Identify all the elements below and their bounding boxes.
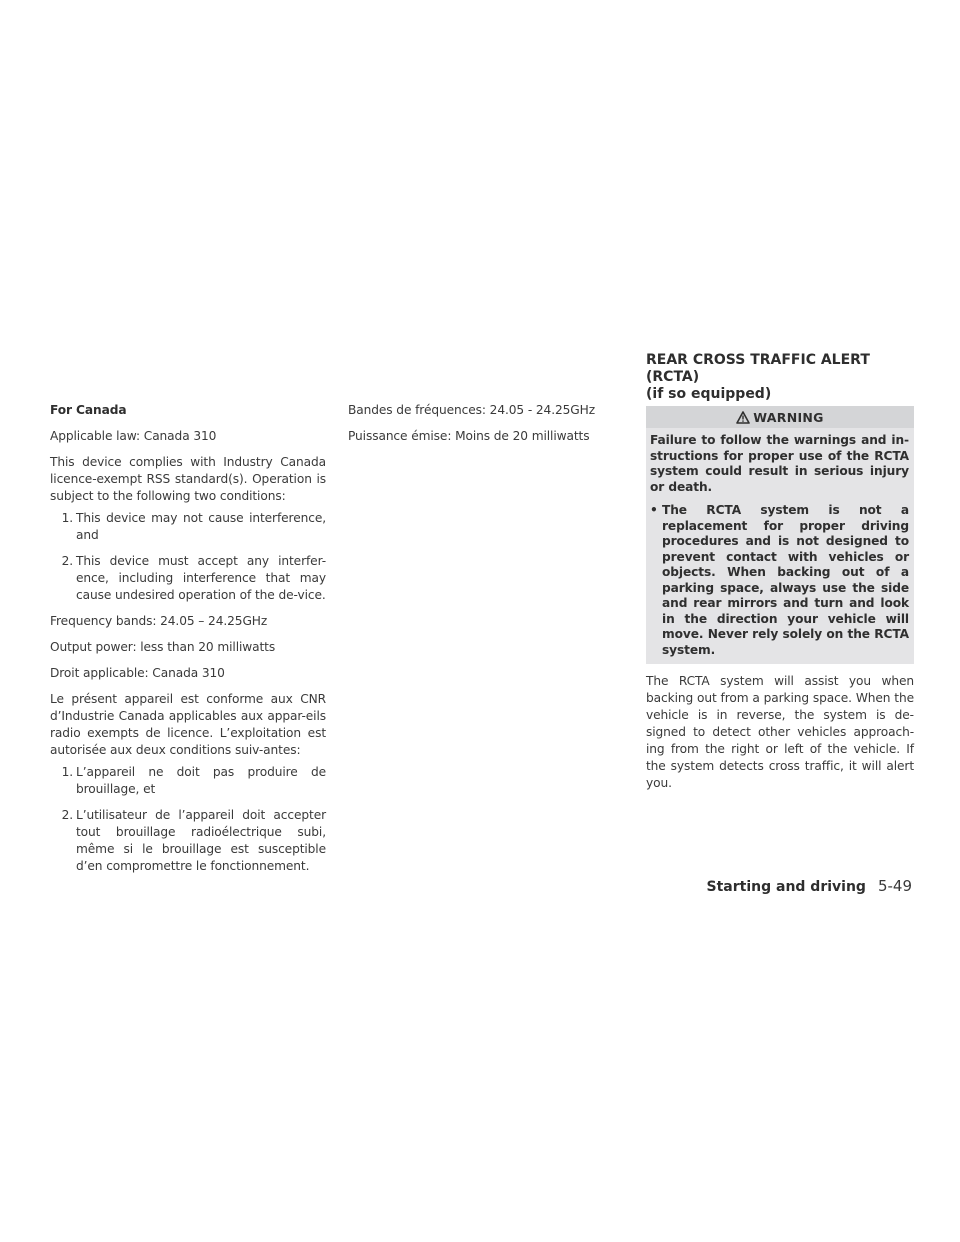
canada-heading: For Canada	[50, 403, 127, 417]
list-item	[50, 764, 326, 798]
conditions-list-french	[50, 764, 326, 875]
list-item	[50, 807, 326, 875]
warning-box	[646, 406, 914, 664]
warning-triangle-icon	[736, 411, 750, 424]
section-title-line2: (if so equipped)	[646, 386, 772, 402]
warning-label: WARNING	[753, 409, 824, 425]
list-text: L’utilisateur de l’appareil doit accepter tout brouillage radioélectrique subi, même si le brouillage est susceptible d’en compromettre le fonctionnement.	[76, 808, 326, 873]
list-number: 2.	[61, 554, 73, 568]
output-power-text: Output power: less than 20 milliwatts	[50, 640, 276, 654]
list-number: 2.	[61, 808, 73, 822]
list-number: 1.	[61, 511, 73, 525]
list-text: This device may not cause interference, and	[76, 511, 326, 542]
right-column	[646, 406, 914, 801]
compliance-text: This device complies with Industry Canada licence-exempt RSS standard(s). Operation is subject to the following two conditions:	[50, 455, 326, 503]
warning-text: Failure to follow the warnings and in-structions for proper use of the RCTA system could result in serious injury or death.	[650, 433, 909, 494]
warning-bullet	[650, 503, 909, 658]
conditions-list-english	[50, 510, 326, 604]
french-compliance-text: Le présent appareil est conforme aux CNR d’Industrie Canada applicables aux appar-eils radio exempts de licence. L’exploitation est autorisée aux deux conditions suiv-antes:	[50, 692, 326, 757]
middle-column	[348, 402, 624, 454]
frequency-bands-text: Frequency bands: 24.05 – 24.25GHz	[50, 614, 268, 628]
droit-applicable-text: Droit applicable: Canada 310	[50, 666, 225, 680]
applicable-law-text: Applicable law: Canada 310	[50, 429, 217, 443]
warning-body	[646, 428, 914, 664]
footer-section-name: Starting and driving	[706, 879, 866, 895]
list-item	[50, 553, 326, 604]
rcta-body-text: The RCTA system will assist you when backing out from a parking space. When the vehicle is in reverse, the system is de-signed to detect other vehicles approach-ing from the right or left of the vehicle. If the system detects cross traffic, it will alert you.	[646, 674, 914, 790]
list-item	[50, 510, 326, 544]
page-number: 5-49	[877, 877, 912, 895]
warning-bullet-text: The RCTA system is not a replacement for proper driving procedures and is not designed to prevent contact with vehicles or objects. When backing out of a parking space, always use the side and rear mirrors and turn and look in the direction your vehicle will move. Never rely solely on the RCTA system.	[662, 503, 909, 657]
list-text: L’appareil ne doit pas produire de brouillage, et	[76, 765, 326, 796]
bandes-frequences-text: Bandes de fréquences: 24.05 - 24.25GHz	[348, 403, 595, 417]
warning-header	[646, 406, 914, 428]
list-number: 1.	[61, 765, 73, 779]
bullet-dot: •	[650, 503, 658, 517]
section-title-line1: REAR CROSS TRAFFIC ALERT (RCTA)	[646, 352, 870, 385]
list-text: This device must accept any interfer-ence, including interference that may cause undesired operation of the de-vice.	[76, 554, 326, 602]
left-column	[50, 402, 326, 884]
page-footer	[707, 877, 912, 895]
section-title	[646, 352, 926, 403]
puissance-emise-text: Puissance émise: Moins de 20 milliwatts	[348, 429, 590, 443]
